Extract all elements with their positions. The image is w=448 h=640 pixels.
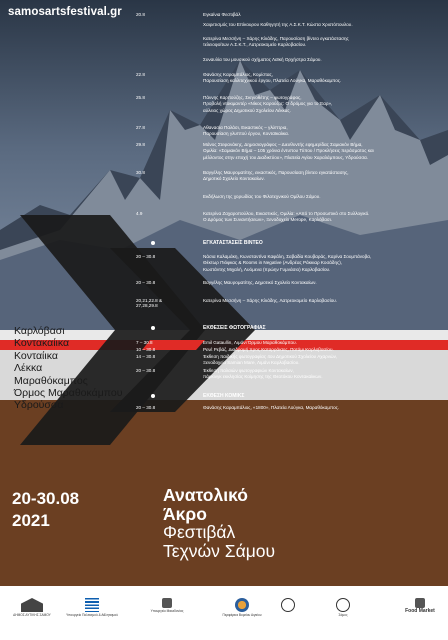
village-6: Υδρούσσα <box>14 399 64 412</box>
village-5: Όρμος Μαραθοκάμπου <box>14 387 123 400</box>
village-0: Καρλόβασι <box>14 325 65 337</box>
sponsor-logo <box>268 598 308 614</box>
village-3: Λέκκα <box>14 362 43 375</box>
section-comics-bullet-icon <box>151 394 155 398</box>
program-item-text: Χαιρετισμός του Επίκουρου Καθηγητή της Α.Σ.Κ.Τ. Κώστα Χριστόπουλου. <box>203 22 353 27</box>
sponsor-logo <box>222 598 262 618</box>
comics-item-text: Θανάσης Καραμπάλιος, «1800», Πλατεία Λούγκα, Μαραθόκαμπος. <box>203 405 340 410</box>
video-item-date: 20,21,22.8 & 27,28,29.8 <box>136 298 163 308</box>
program-item-text: Μάνος Στεφανάκης, Δημοσιογράφος – Διευθυντής εφημερίδας Σαμιακόν Βήμα, Ομιλία: «Σαμιακόν Βήμα – 105 χρόνια έντυπου Τύπου / Προκλήσεις περάσματος και μέλλοντος στην εποχή του Διαδικτύου», Πλατεία Αγίου Χαραλάμπους, Υδρούσσα. <box>203 142 374 160</box>
video-item-text: Νάσια Καλαμάκη, Κωνσταντίνα Καφάλη, Σαβαδία Κουβαράς, Καρίνα Σουμπάνοβα, Θέκτωρ Πιόφκας & Rooms in Negative (Ανδρέας Ράκκιαρ Κοσάδης), Κωστάντης Μιχαλή, Λυόμενα (πρώην Γυμνάσιο) Καρλοβασίου. <box>203 254 372 272</box>
section-photo: ΕΚΘΕΣΕΙΣ ΦΩΤΟΓΡΑΦΙΑΣ <box>203 325 266 331</box>
sponsor-logo <box>318 598 368 618</box>
program-item-text: Βαγγέλης Μαυροματίτης, εικαστικός, Παρουσίαση βίντεο εγκατάστασης, Δημοτικό Σχολείο Κοντακαίων. <box>203 170 349 182</box>
program-item-date: 29.8 <box>136 142 145 147</box>
program-item-text: Πάννης Καρπούζης, Σκηνοθέτης – φωτογράφος, Προβολή ντοκιμαντέρ «Νίκος Καρούζος: Ο δρόμος για το Έαρ», αύλειος χώρος Δημοτικού Σχολείου Λέκκας. <box>203 95 333 113</box>
greek-flag-icon <box>85 598 99 612</box>
title-line-2: Άκρο <box>163 503 207 524</box>
comics-item-date: 20 – 30.8 <box>136 405 156 410</box>
program-item-text: Κατερίνα Μεσσήνη – Χάρης Κλιάδης, Παρουσίαση βίντεο εγκατάστασης τελειοφοίτων Α.Σ.Κ.Τ., Λατρεοκομείο Καρλοβασίου. <box>203 36 349 48</box>
circle-emblem-icon <box>281 598 295 612</box>
region-logo-icon <box>235 598 249 612</box>
title-line-1: Ανατολικό <box>163 485 248 505</box>
program-item-text: Κατερίνα Ζαχαροπούλου, Εικαστικός, Ομιλία: «Από το Προσωπικό στο Συλλογικό. Ο Δρόμος των Συναντήσεων», Ξενοδοχείο Merope, Καρλόβασι. <box>203 211 370 223</box>
sponsor-name: Υπουργείο Μακεδονίας <box>150 609 184 613</box>
sponsor-logo <box>62 598 122 618</box>
title-line-3: Φεστιβάλ <box>163 522 236 542</box>
section-video: ΕΓΚΑΤΑΣΤΑΣΕΙΣ ΒΙΝΤΕΟ <box>203 240 263 246</box>
site-url[interactable]: samosartsfestival.gr <box>8 6 122 18</box>
program-item-date: 22.8 <box>136 72 145 77</box>
date-range: 20-30.08 <box>12 489 80 508</box>
program-item-text: Θανάσης Καραμπάλιος, Κομίστας, Παρουσίαση καλλιτεχνικού έργου, Πλατεία Λούγκα, Μαραθόκαμπος. <box>203 72 342 84</box>
title-line-4: Τεχνών Σάμου <box>163 540 276 561</box>
sponsor-footer <box>0 586 448 640</box>
photo-item-date: 14 – 30.8 <box>136 354 156 359</box>
sponsor-logo <box>8 598 56 618</box>
photo-item-text: Έκθεση παλαιών φωτογραφιών Κοντακαίων, πάρκινγκ εκκλησίας Κοίμησης της Θεοτόκου Κοντακαίικων. <box>203 368 323 380</box>
photo-item-date: 20 – 30.8 <box>136 368 156 373</box>
video-item-date: 20 – 30.8 <box>136 280 156 285</box>
sponsor-name: ΔΗΜΟΣ ΔΥΤΙΚΗΣ ΣΑΜΟΥ <box>13 613 51 617</box>
video-item-date: 20 – 30.8 <box>136 254 156 259</box>
video-item-text: Βαγγέλης Μαυροματίτης, Δημοτικό Σχολείο Κοντακαίων. <box>203 280 317 285</box>
festival-title <box>163 486 275 560</box>
section-photo-bullet-icon <box>151 326 155 330</box>
festival-dates <box>12 488 79 532</box>
ministry-seal-icon <box>162 598 172 608</box>
program-item-text: Εκδήλωση της χορωδίας του Φιλοτεχνικού Ομίλου Σάμου. <box>203 194 321 199</box>
program-item-date: 25.8 <box>136 95 145 100</box>
program-item-text: Εγκαίνια Φεστιβάλ <box>203 12 241 17</box>
sponsor-name: Σάμος <box>338 613 348 617</box>
sponsor-name: Food Market <box>405 608 435 614</box>
photo-item-date: 7 – 30.8 <box>136 340 153 345</box>
program-item-date: 27.8 <box>136 125 145 130</box>
program-item-text: Αθανασία Παλάσι, Εικαστικός – γλύπτρια, Παρουσίαση γλυπτού έργου, Κονταϊκαίικα. <box>203 125 290 137</box>
sponsor-logo <box>132 598 202 614</box>
village-list <box>14 325 122 412</box>
municipality-building-icon <box>21 598 43 612</box>
village-2: Κονταίικα <box>14 349 58 362</box>
photo-item-date: 10 – 30.8 <box>136 347 156 352</box>
village-4: Μαραθόκαμπος <box>14 374 88 387</box>
samos-emblem-icon <box>336 598 350 612</box>
program-item-date: 30.8 <box>136 170 145 175</box>
sponsor-name: Υπουργείο Πολιτισμού & Αθλητισμού <box>66 613 118 617</box>
village-1: Κοντακαίικα <box>14 337 70 350</box>
photo-item-text: Έκθεση παιδικής φωτογραφίας 4ου Δημοτικού Σχολείου Αχαρνών, Ξενοδοχείο Samian Mare, Λιμάνι Καρλοβασίου. <box>203 354 338 366</box>
food-market-icon <box>415 598 425 608</box>
photo-item-text: Emil Gataullin, Λιμάνι Όρμου Μαραθοκάμπου. <box>203 340 297 345</box>
section-comics: ΕΚΘΕΣΗ ΚΟΜΙΚΣ <box>203 393 245 399</box>
sponsor-logo <box>398 598 442 614</box>
video-item-text: Κατερίνα Μεσσήνη – Χάρης Κλιάδης, Λατρεοκομείο Καρλοβασίου. <box>203 298 338 303</box>
sponsor-name: Περιφέρεια Βορείου Αιγαίου <box>222 613 262 617</box>
section-video-bullet-icon <box>151 241 155 245</box>
program-item-date: 4.9 <box>136 211 143 216</box>
year: 2021 <box>12 511 50 530</box>
program-item-text: Συναυλία του μουσικού σχήματος Λαϊκή Ορχήστρα Σάμου. <box>203 57 322 62</box>
photo-item-text: Ρενέ Ρεβάζ, Διαδρομή προς Καταρράκτες, Ποτάμι Καρλοβασίου. <box>203 347 334 352</box>
program-item-date: 20.8 <box>136 12 145 17</box>
